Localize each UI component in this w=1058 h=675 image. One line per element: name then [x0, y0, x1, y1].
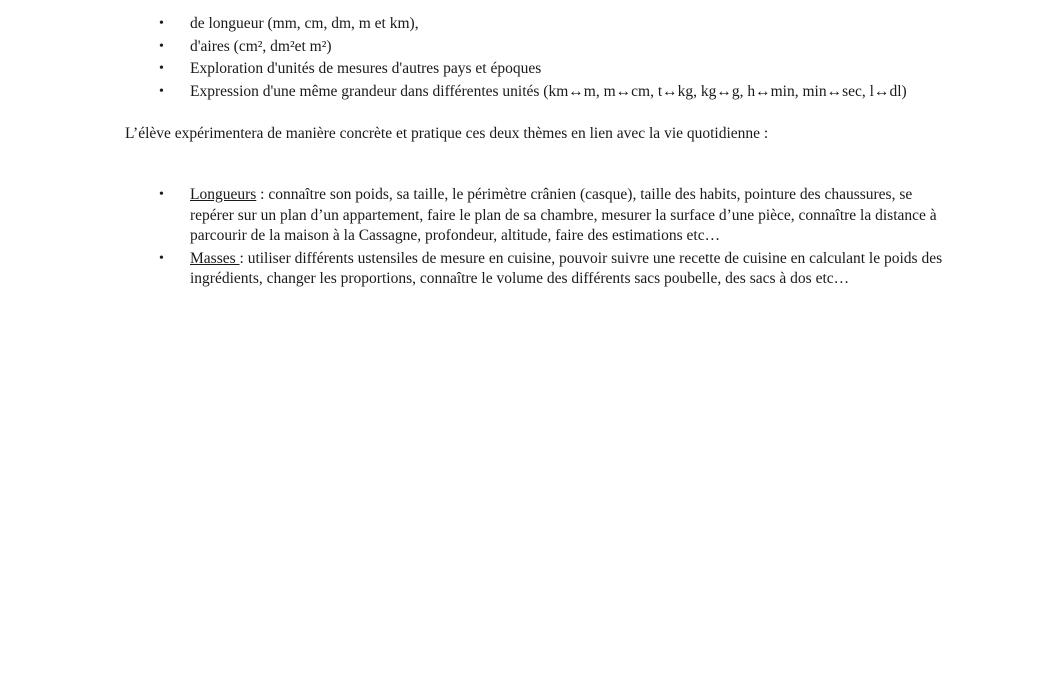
units-list [125, 14, 925, 104]
list-item-text: Exploration d'unités de mesures d'autres pays et époques [190, 60, 542, 77]
intro-paragraph: L’élève expérimentera de manière concrète et pratique ces deux thèmes en lien avec la vie quotidienne : [125, 125, 769, 142]
list-item-longueurs [125, 185, 945, 247]
list-item [125, 82, 925, 103]
list-item [125, 37, 925, 58]
theme-description: : utiliser différents ustensiles de mesure en cuisine, pouvoir suivre une recette de cuisine en calculant le poids des ingrédients, changer les proportions, connaître le volume des différents sacs poubelle, des sacs à dos etc… [190, 249, 943, 287]
list-item-text: Expression d'une même grandeur dans différentes unités (km↔m, m↔cm, t↔kg, kg↔g, h↔min, min↔sec, l↔dl) [190, 82, 907, 100]
bullet-icon: • [159, 61, 164, 76]
theme-term: Masses [190, 249, 240, 267]
theme-term: Longueurs [190, 186, 257, 203]
list-item [125, 59, 925, 80]
list-item-text: de longueur (mm, cm, dm, m et km), [190, 15, 419, 32]
list-item-text: d'aires (cm², dm²et m²) [190, 37, 332, 55]
bullet-icon: • [159, 250, 164, 266]
list-item-masses [125, 249, 945, 290]
bullet-icon: • [159, 83, 164, 99]
list-item [125, 14, 925, 35]
bullet-icon: • [159, 38, 164, 54]
bullet-icon: • [159, 187, 164, 202]
themes-list [125, 185, 945, 292]
bullet-icon: • [159, 16, 164, 31]
theme-description: : connaître son poids, sa taille, le périmètre crânien (casque), taille des habits, pointure des chaussures, se repérer sur un plan d’un appartement, faire le plan de sa chambre, mesurer la surface d’une pièce, connaître la distance à parcourir de la maison à la Cassagne, profondeur, altitude, faire des estimations etc… [190, 186, 937, 244]
